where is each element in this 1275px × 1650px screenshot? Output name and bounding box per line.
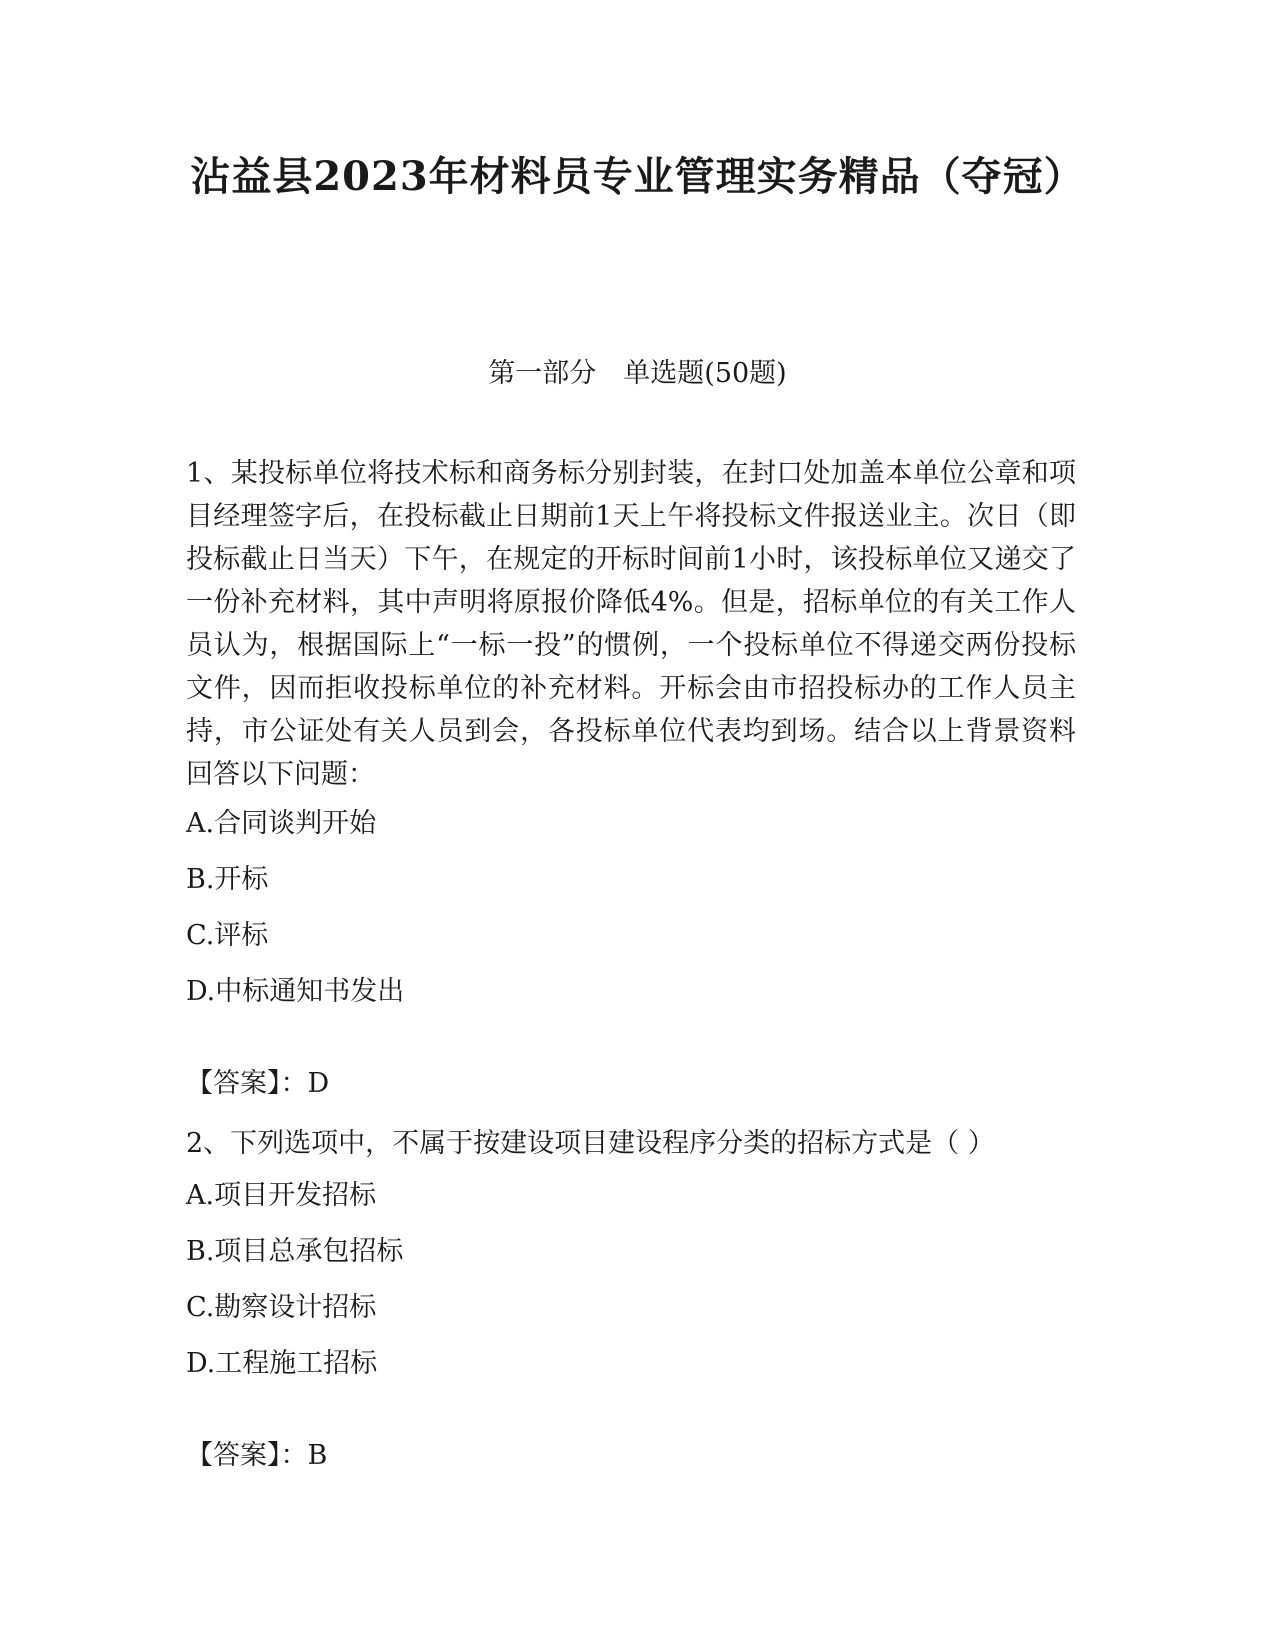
answer-line: 【答案】：D [186, 1068, 330, 1099]
option-c: C.勘察设计招标 [186, 1292, 377, 1323]
option-d: D.中标通知书发出 [186, 976, 405, 1007]
section-heading: 第一部分 单选题(50题) [488, 358, 787, 389]
question-block [186, 452, 1076, 1120]
question-stem: 1、某投标单位将技术标和商务标分别封装，在封口处加盖本单位公章和项目经理签字后，在投标截止日期前1天上午将投标文件报送业主。次日（即投标截止日当天）下午，在规定的开标时间前1小时，该投标单位又递交了一份补充材料，其中声明将原报价降低4%。但是，招标单位的有关工作人员认为，根据国际上“一标一投”的惯例，一个投标单位不得递交两份投标文件，因而拒收投标单位的补充材料。开标会由市招投标办的工作人员主持，市公证处有关人员到会，各投标单位代表均到场。结合以上背景资料回答以下问题： [186, 458, 1076, 790]
answer-line: 【答案】：B [186, 1440, 328, 1471]
option-b: B.项目总承包招标 [186, 1236, 404, 1267]
option-a: A.合同谈判开始 [186, 808, 377, 839]
option-b: B.开标 [186, 864, 269, 895]
option-c: C.评标 [186, 920, 269, 951]
question-block [186, 1120, 1076, 1492]
document-title: 沾益县2023年材料员专业管理实务精品（夺冠） [190, 153, 1085, 200]
option-d: D.工程施工招标 [186, 1348, 378, 1379]
option-a: A.项目开发招标 [186, 1180, 377, 1211]
question-stem: 2、下列选项中，不属于按建设项目建设程序分类的招标方式是（ ） [186, 1128, 995, 1159]
question-list [186, 452, 1076, 1492]
